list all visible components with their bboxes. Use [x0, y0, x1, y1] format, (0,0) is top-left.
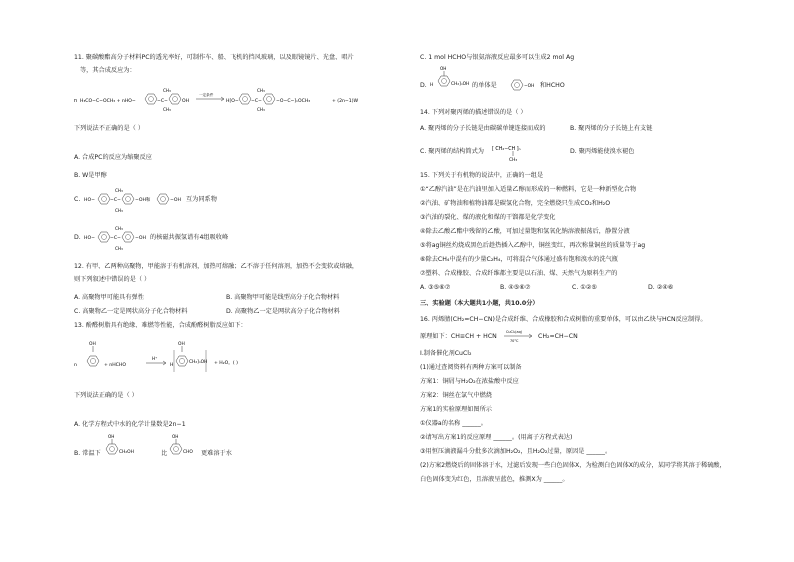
q13-option-b-prefix: B. 常温下: [74, 450, 101, 457]
q13-option-c: C. 1 mol HCHO与银氨溶液反应最多可以生成2 mol Ag: [420, 54, 575, 61]
q11-option-c-structures: [84, 186, 254, 214]
q12-option-b: B. 高聚物甲可能是线型高分子化合物材料: [226, 294, 340, 301]
right-column: [420, 0, 730, 562]
q13-reaction-equation: [74, 336, 294, 380]
q13-option-b-mid: 比: [161, 450, 168, 457]
q13-option-a: A. 化学方程式中水的化学计量数是2n−1: [74, 421, 186, 428]
q13-question: 下列说法正确的是（ ）: [74, 392, 138, 399]
q11-option-a: A. 合成PC的反应为缩聚反应: [74, 154, 152, 161]
q15-statement-5: ⑤将ag铜丝灼烧成黑色后趁热插入乙醇中，铜丝变红，再次称量铜丝的质量等于ag: [420, 242, 646, 249]
q13-option-d-mid: 的单体是: [472, 82, 497, 89]
q15-statement-4: ④除去乙酸乙酯中残留的乙酸，可加过量饱和氢氧化钠溶液振荡后，静置分液: [420, 228, 630, 235]
q11-option-d-prefix: D.: [74, 234, 81, 241]
q16-principle-suffix: CH₂=CH−CN: [538, 333, 578, 340]
q13-option-d-phenol-structure: [508, 76, 542, 94]
q15-stem: 15. 下列关于有机物的说法中，正确的一组是: [420, 172, 544, 179]
q16-line-8: (2)方案2燃烧后的固体溶于水，过滤后发现一些白色固体X，为检测白色固体X的成分，某同学将其溶于稀硫酸，: [420, 462, 726, 469]
left-column: [74, 0, 400, 562]
q13-eq-plus: + nHCHO: [104, 363, 126, 368]
q14-option-c-prefix: C. 聚丙烯的结构简式为: [420, 148, 484, 155]
q16-condition-bottom: 70°C: [510, 339, 519, 343]
svg-text:[ CH₂−CH ]ₙ: [ CH₂−CH ]ₙ: [492, 147, 521, 152]
q11-eq-n: n: [74, 98, 78, 104]
q11-stem-line1: 11. 聚碳酸酯高分子材料PC的透光率好，可制作车、船、飞机的挡风玻璃，以及眼镜镜片、光盘、唱片: [74, 54, 354, 61]
svg-text:−OH: −OH: [135, 236, 146, 241]
svg-text:CH₃: CH₃: [163, 88, 171, 93]
svg-text:H₃CO−C−OCH₃ + nHO−: H₃CO−C−OCH₃ + nHO−: [80, 99, 136, 104]
q16-line-6: ②请写出方案1的反应原理 ______。(用离子方程式表达): [420, 434, 573, 441]
q15-statement-7: ⑦塑料、合成橡胶、合成纤维都主要是以石油、煤、天然气为原料生产的: [420, 270, 618, 277]
svg-text:CH₃: CH₃: [115, 226, 123, 231]
svg-text:H: H: [430, 83, 434, 88]
q15-statement-2: ②汽油、矿物油和植物油都是碳氢化合物，完全燃烧只生成CO₂和H₂O: [420, 200, 611, 207]
q12-option-c: C. 高聚物乙一定是网状高分子化合物材料: [74, 308, 188, 315]
q14-option-a: A. 聚丙烯的分子长链是由碳碳单键连接而成的: [420, 125, 546, 132]
svg-text:CH₂]ₙOH: CH₂]ₙOH: [451, 82, 470, 87]
q16-line-5: ①仪器a的名称 ______。: [420, 420, 487, 427]
q14-option-b: B. 聚丙烯的分子长链上有支链: [570, 125, 653, 132]
svg-text:CHO: CHO: [183, 450, 193, 455]
q12-option-d: D. 高聚物乙一定是网状高分子化合物材料: [226, 308, 340, 315]
q13-option-b-structures: [104, 432, 234, 466]
svg-text:HO−: HO−: [84, 236, 95, 241]
q16-principle-prefix: 原理如下：CH≡CH + HCN: [420, 333, 497, 340]
q13-option-d-suffix: 和HCHO: [540, 82, 565, 89]
svg-text:−OH: −OH: [170, 198, 181, 203]
q11-option-c-suffix: 互为同系物: [186, 196, 217, 203]
q14-option-c-structure: [492, 138, 542, 164]
q11-stem-line2: 等，其合成反应为：: [80, 67, 136, 74]
svg-text:CH₂]ₙOH: CH₂]ₙOH: [189, 360, 208, 365]
svg-text:CH₃: CH₃: [257, 88, 265, 93]
q16-line-4: 方案1的实验原理如图所示: [420, 406, 492, 413]
svg-text:OH: OH: [108, 434, 115, 439]
q11-question: 下列说法不正确的是（ ）: [74, 125, 145, 132]
svg-text:CH₃: CH₃: [163, 107, 171, 112]
svg-text:CH₃: CH₃: [257, 107, 265, 112]
svg-text:−C−: −C−: [110, 198, 121, 203]
q16-part-1-heading: Ⅰ.制备催化剂CuCl₂: [420, 350, 472, 357]
q16-line-1: (1)通过查阅资料有两种方案可以制备: [420, 364, 522, 371]
q15-option-b: B. ④⑤⑥⑦: [500, 284, 531, 291]
q11-option-b: B. W是甲醇: [74, 172, 107, 179]
svg-text:OH: OH: [182, 99, 190, 104]
q16-line-7: ③用恒压滴液漏斗分批多次滴加H₂O₂，且H₂O₂过量，原因是 ______。: [420, 448, 612, 455]
section-3-heading: 三、实验题（本大题共1小题，共10.0分）: [420, 300, 539, 307]
q15-option-a: A. ③⑤⑥⑦: [420, 284, 451, 291]
svg-text:OH: OH: [178, 342, 185, 347]
q13-eq-n: n: [74, 363, 77, 368]
svg-text:H[O−: H[O−: [226, 99, 239, 104]
q11-eq-condition: 一定条件: [199, 93, 214, 97]
q14-stem: 14. 下列对聚丙烯的描述错误的是（ ）: [420, 109, 527, 116]
svg-text:CH₃: CH₃: [115, 246, 123, 251]
svg-text:−OH: −OH: [524, 84, 535, 89]
q13-option-d-prefix: D.: [420, 82, 427, 89]
q14-option-d: D. 聚丙烯能使溴水褪色: [570, 148, 635, 155]
svg-text:−C−: −C−: [110, 236, 121, 241]
q13-option-d-polymer-structure: [430, 64, 490, 98]
svg-text:OH: OH: [89, 342, 96, 347]
svg-text:−O−C−]ₙOCH₃: −O−C−]ₙOCH₃: [276, 99, 311, 104]
svg-text:−OH和: −OH和: [135, 198, 151, 203]
q15-statement-3: ③汽油的裂化、煤的液化和煤的干馏都是化学变化: [420, 214, 556, 221]
svg-text:−C−: −C−: [157, 99, 168, 104]
q16-line-3: 方案2：铜丝在氯气中燃烧: [420, 392, 492, 399]
q12-stem-line2: 则下列叙述中错误的是（ ）: [74, 276, 151, 283]
q12-stem-line1: 12. 有甲、乙两种高聚物，甲能溶于有机溶剂，加热可熔融；乙不溶于任何溶剂，加热不会变软或熔融，: [74, 263, 359, 270]
q15-option-c: C. ①②⑤: [572, 284, 597, 291]
q15-statement-6: ⑥除去CH₄中混有的少量C₂H₄，可将混合气体通过盛有饱和溴水的洗气瓶: [420, 256, 618, 263]
q11-reaction-equation: [74, 85, 400, 113]
svg-text:CH₃: CH₃: [509, 158, 518, 163]
q11-option-d-suffix: 的核磁共振氢谱有4组吸收峰: [150, 234, 229, 241]
q15-option-d: D. ②④⑥: [648, 284, 674, 291]
svg-text:H: H: [170, 363, 174, 368]
q16-stem: 16. 丙烯腈(CH₂=CH−CN)是合成纤维、合成橡胶和合成树脂的重要单体，可以由乙炔与HCN反应制得。: [420, 316, 707, 323]
q13-eq-tail: + H₂O。( ): [214, 361, 238, 366]
svg-text:OH: OH: [440, 66, 447, 71]
svg-text:CH₂OH: CH₂OH: [119, 450, 134, 455]
q12-option-a: A. 高聚物甲可能具有弹性: [74, 294, 144, 301]
svg-text:CH₃: CH₃: [115, 208, 123, 213]
q13-option-b-suffix: 更难溶于水: [201, 450, 232, 457]
svg-text:HO−: HO−: [84, 198, 95, 203]
q11-eq-byproduct: + (2n−1)W: [332, 99, 359, 104]
svg-text:OH: OH: [172, 434, 179, 439]
q16-condition-top: CuCl₂(aq): [506, 330, 523, 334]
svg-text:−C−: −C−: [251, 99, 262, 104]
q13-eq-condition: H⁺: [152, 356, 158, 361]
q15-statement-1: ①“乙醇汽油”是在汽油里加入适量乙醇而形成的一种燃料，它是一种新型化合物: [420, 186, 637, 193]
q16-line-2: 方案1：铜屑与H₂O₂在浓盐酸中反应: [420, 378, 519, 385]
q16-reaction-arrow: [502, 326, 536, 346]
q11-option-c-prefix: C.: [74, 196, 81, 203]
q13-stem: 13. 酚醛树脂具有绝缘、难燃等性能，合成酚醛树脂反应如下：: [74, 322, 247, 329]
svg-text:CH₃: CH₃: [115, 188, 123, 193]
q16-line-9: 白色固体变为红色，且溶液呈蓝色，推测X为 ______。: [420, 476, 569, 483]
